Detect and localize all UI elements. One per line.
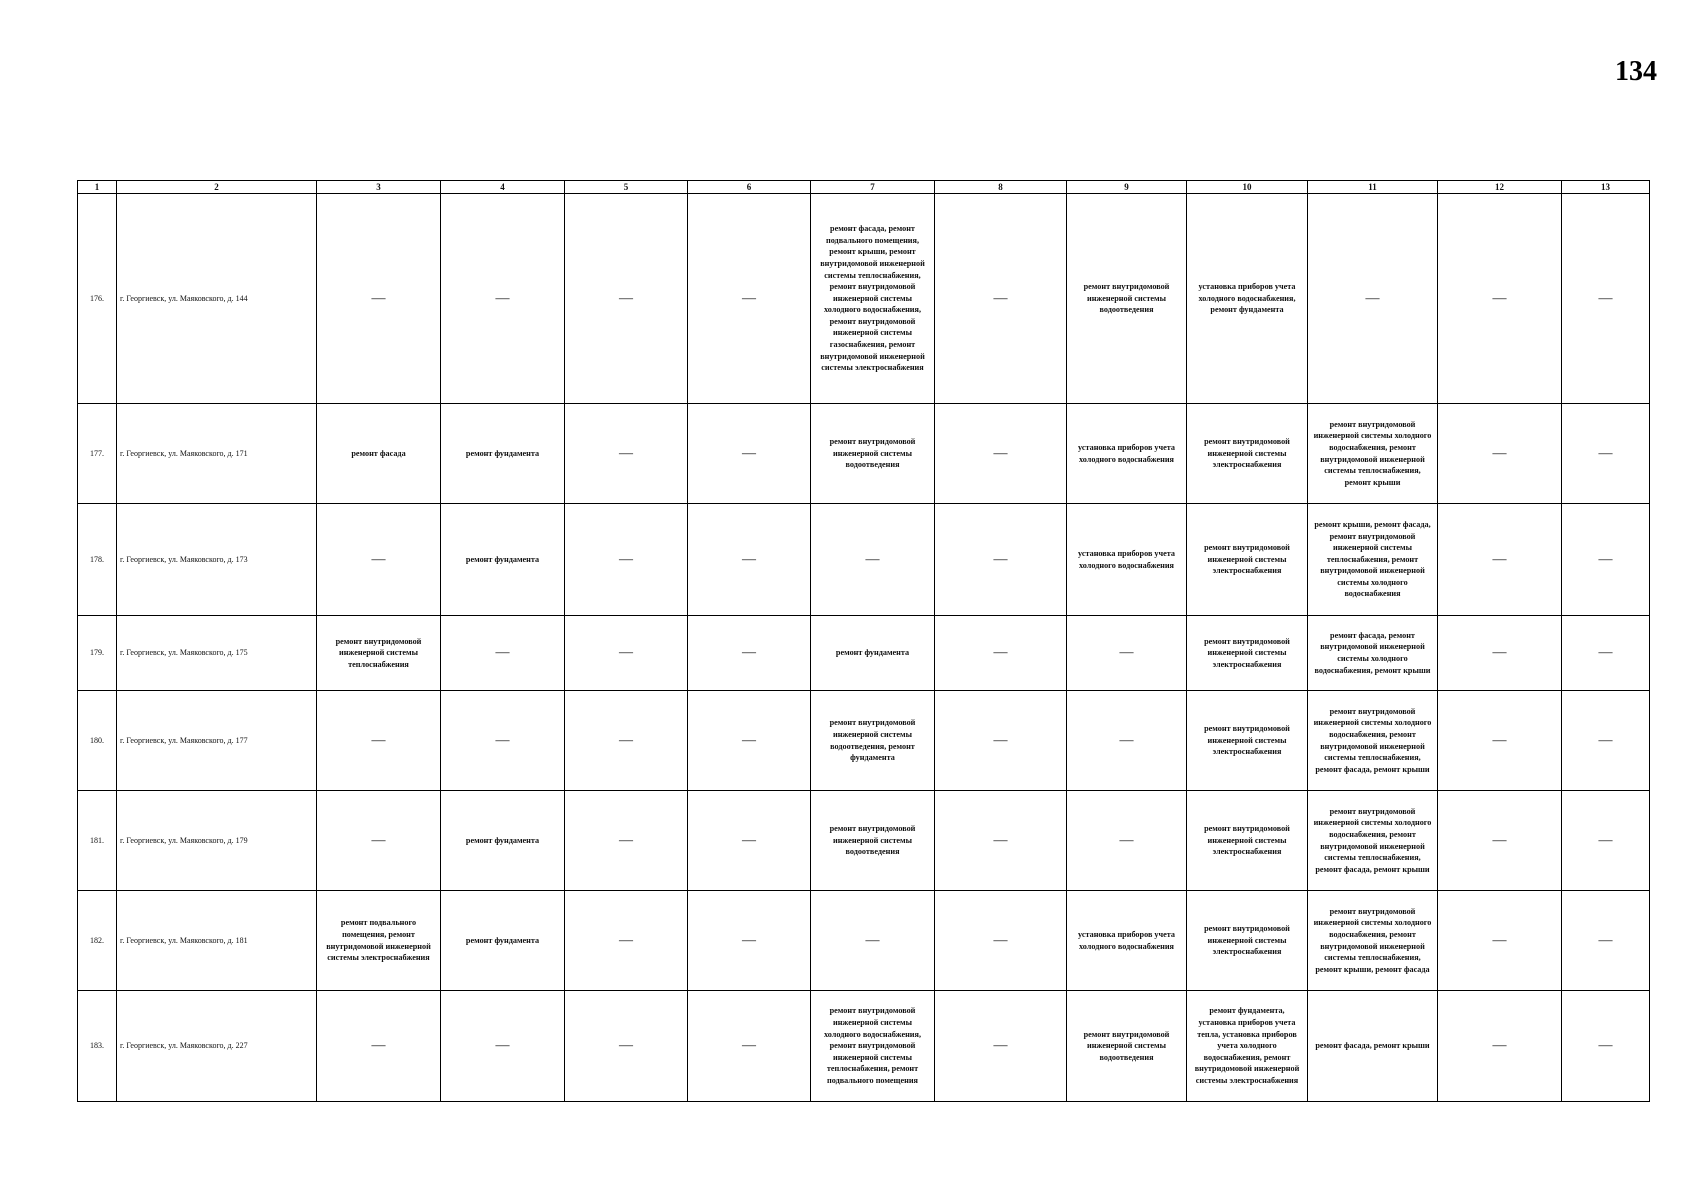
row-number: 183. <box>78 991 117 1102</box>
table-row <box>78 194 1650 404</box>
address-cell: г. Георгиевск, ул. Маяковского, д. 171 <box>117 404 317 504</box>
table-row <box>78 504 1650 616</box>
address-cell: г. Георгиевск, ул. Маяковского, д. 144 <box>117 194 317 404</box>
works-table-container <box>77 180 1649 1102</box>
empty-dash-cell: — <box>811 504 935 616</box>
empty-dash-cell: — <box>441 194 565 404</box>
work-type-cell: ремонт внутридомовой инженерной системы холодного водоснабжения, ремонт внутридомовой инженерной системы теплоснабжения, ремонт фасада, ремонт крыши <box>1308 691 1438 791</box>
row-number: 181. <box>78 791 117 891</box>
empty-dash-cell: — <box>565 691 688 791</box>
empty-dash-cell: — <box>935 891 1067 991</box>
table-row <box>78 991 1650 1102</box>
row-number: 179. <box>78 616 117 691</box>
work-type-cell: ремонт внутридомовой инженерной системы водоотведения <box>1067 194 1187 404</box>
address-cell: г. Георгиевск, ул. Маяковского, д. 177 <box>117 691 317 791</box>
empty-dash-cell: — <box>441 616 565 691</box>
empty-dash-cell: — <box>1438 891 1562 991</box>
empty-dash-cell: — <box>565 616 688 691</box>
empty-dash-cell: — <box>688 891 811 991</box>
work-type-cell: установка приборов учета холодного водоснабжения <box>1067 891 1187 991</box>
empty-dash-cell: — <box>317 691 441 791</box>
work-type-cell: ремонт внутридомовой инженерной системы холодного водоснабжения, ремонт внутридомовой инженерной системы теплоснабжения, ремонт крыши <box>1308 404 1438 504</box>
column-header-10: 10 <box>1187 181 1308 194</box>
work-type-cell: ремонт фундамента <box>811 616 935 691</box>
address-cell: г. Георгиевск, ул. Маяковского, д. 175 <box>117 616 317 691</box>
work-type-cell: ремонт крыши, ремонт фасада, ремонт внутридомовой инженерной системы теплоснабжения, ремонт внутридомовой инженерной системы холодного водоснабжения <box>1308 504 1438 616</box>
empty-dash-cell: — <box>688 504 811 616</box>
empty-dash-cell: — <box>688 194 811 404</box>
column-header-6: 6 <box>688 181 811 194</box>
empty-dash-cell: — <box>1562 891 1650 991</box>
column-header-8: 8 <box>935 181 1067 194</box>
address-cell: г. Георгиевск, ул. Маяковского, д. 179 <box>117 791 317 891</box>
row-number: 182. <box>78 891 117 991</box>
work-type-cell: ремонт внутридомовой инженерной системы холодного водоснабжения, ремонт внутридомовой инженерной системы теплоснабжения, ремонт крыши, ремонт фасада <box>1308 891 1438 991</box>
work-type-cell: ремонт подвального помещения, ремонт внутридомовой инженерной системы электроснабжения <box>317 891 441 991</box>
column-header-4: 4 <box>441 181 565 194</box>
empty-dash-cell: — <box>1438 504 1562 616</box>
table-body <box>78 194 1650 1102</box>
empty-dash-cell: — <box>317 991 441 1102</box>
column-header-12: 12 <box>1438 181 1562 194</box>
work-type-cell: ремонт фундамента, установка приборов учета тепла, установка приборов учета холодного водоснабжения, ремонт внутридомовой инженерной системы электроснабжения <box>1187 991 1308 1102</box>
work-type-cell: ремонт фундамента <box>441 891 565 991</box>
table-row <box>78 691 1650 791</box>
empty-dash-cell: — <box>565 504 688 616</box>
empty-dash-cell: — <box>1562 991 1650 1102</box>
row-number: 177. <box>78 404 117 504</box>
work-type-cell: установка приборов учета холодного водоснабжения <box>1067 404 1187 504</box>
empty-dash-cell: — <box>1562 404 1650 504</box>
empty-dash-cell: — <box>565 991 688 1102</box>
empty-dash-cell: — <box>935 691 1067 791</box>
empty-dash-cell: — <box>441 691 565 791</box>
empty-dash-cell: — <box>1438 791 1562 891</box>
work-type-cell: ремонт внутридомовой инженерной системы холодного водоснабжения, ремонт внутридомовой инженерной системы теплоснабжения, ремонт фасада, ремонт крыши <box>1308 791 1438 891</box>
empty-dash-cell: — <box>935 791 1067 891</box>
empty-dash-cell: — <box>317 194 441 404</box>
empty-dash-cell: — <box>1438 691 1562 791</box>
empty-dash-cell: — <box>441 991 565 1102</box>
column-header-1: 1 <box>78 181 117 194</box>
work-type-cell: ремонт фасада <box>317 404 441 504</box>
work-type-cell: ремонт внутридомовой инженерной системы водоотведения <box>811 791 935 891</box>
empty-dash-cell: — <box>811 891 935 991</box>
row-number: 178. <box>78 504 117 616</box>
empty-dash-cell: — <box>1067 791 1187 891</box>
empty-dash-cell: — <box>935 504 1067 616</box>
work-type-cell: установка приборов учета холодного водоснабжения <box>1067 504 1187 616</box>
work-type-cell: ремонт фасада, ремонт внутридомовой инженерной системы холодного водоснабжения, ремонт крыши <box>1308 616 1438 691</box>
work-type-cell: ремонт внутридомовой инженерной системы электроснабжения <box>1187 691 1308 791</box>
table-row <box>78 791 1650 891</box>
work-type-cell: ремонт внутридомовой инженерной системы электроснабжения <box>1187 616 1308 691</box>
row-number: 176. <box>78 194 117 404</box>
work-type-cell: ремонт фундамента <box>441 504 565 616</box>
work-type-cell: установка приборов учета холодного водоснабжения, ремонт фундамента <box>1187 194 1308 404</box>
empty-dash-cell: — <box>1067 691 1187 791</box>
empty-dash-cell: — <box>1308 194 1438 404</box>
column-header-9: 9 <box>1067 181 1187 194</box>
empty-dash-cell: — <box>935 194 1067 404</box>
table-row <box>78 616 1650 691</box>
work-type-cell: ремонт внутридомовой инженерной системы теплоснабжения <box>317 616 441 691</box>
empty-dash-cell: — <box>935 616 1067 691</box>
empty-dash-cell: — <box>688 991 811 1102</box>
work-type-cell: ремонт внутридомовой инженерной системы электроснабжения <box>1187 504 1308 616</box>
empty-dash-cell: — <box>317 504 441 616</box>
empty-dash-cell: — <box>688 616 811 691</box>
table-row <box>78 891 1650 991</box>
empty-dash-cell: — <box>1067 616 1187 691</box>
address-cell: г. Георгиевск, ул. Маяковского, д. 181 <box>117 891 317 991</box>
column-header-7: 7 <box>811 181 935 194</box>
empty-dash-cell: — <box>688 404 811 504</box>
empty-dash-cell: — <box>688 791 811 891</box>
column-header-3: 3 <box>317 181 441 194</box>
empty-dash-cell: — <box>317 791 441 891</box>
empty-dash-cell: — <box>565 791 688 891</box>
work-type-cell: ремонт внутридомовой инженерной системы электроснабжения <box>1187 404 1308 504</box>
column-header-11: 11 <box>1308 181 1438 194</box>
address-cell: г. Георгиевск, ул. Маяковского, д. 227 <box>117 991 317 1102</box>
column-header-13: 13 <box>1562 181 1650 194</box>
empty-dash-cell: — <box>688 691 811 791</box>
work-type-cell: ремонт внутридомовой инженерной системы холодного водоснабжения, ремонт внутридомовой инженерной системы теплоснабжения, ремонт подвального помещения <box>811 991 935 1102</box>
page-number: 134 <box>1615 56 1657 87</box>
empty-dash-cell: — <box>565 404 688 504</box>
empty-dash-cell: — <box>1562 691 1650 791</box>
works-table <box>77 180 1650 1102</box>
work-type-cell: ремонт внутридомовой инженерной системы электроснабжения <box>1187 891 1308 991</box>
work-type-cell: ремонт внутридомовой инженерной системы водоотведения <box>1067 991 1187 1102</box>
work-type-cell: ремонт внутридомовой инженерной системы водоотведения, ремонт фундамента <box>811 691 935 791</box>
empty-dash-cell: — <box>565 194 688 404</box>
empty-dash-cell: — <box>1438 404 1562 504</box>
column-header-2: 2 <box>117 181 317 194</box>
table-row <box>78 404 1650 504</box>
work-type-cell: ремонт фасада, ремонт подвального помещения, ремонт крыши, ремонт внутридомовой инженерной системы теплоснабжения, ремонт внутридомовой инженерной системы холодного водоснабжения, ремонт внутридомовой инженерной системы газоснабжения, ремонт внутридомовой инженерной системы электроснабжения <box>811 194 935 404</box>
empty-dash-cell: — <box>1562 194 1650 404</box>
empty-dash-cell: — <box>1438 616 1562 691</box>
empty-dash-cell: — <box>935 404 1067 504</box>
work-type-cell: ремонт внутридомовой инженерной системы электроснабжения <box>1187 791 1308 891</box>
empty-dash-cell: — <box>935 991 1067 1102</box>
row-number: 180. <box>78 691 117 791</box>
empty-dash-cell: — <box>1562 791 1650 891</box>
address-cell: г. Георгиевск, ул. Маяковского, д. 173 <box>117 504 317 616</box>
empty-dash-cell: — <box>1562 616 1650 691</box>
work-type-cell: ремонт фундамента <box>441 404 565 504</box>
column-header-5: 5 <box>565 181 688 194</box>
work-type-cell: ремонт внутридомовой инженерной системы водоотведения <box>811 404 935 504</box>
work-type-cell: ремонт фасада, ремонт крыши <box>1308 991 1438 1102</box>
empty-dash-cell: — <box>1438 194 1562 404</box>
empty-dash-cell: — <box>1562 504 1650 616</box>
work-type-cell: ремонт фундамента <box>441 791 565 891</box>
column-number-row <box>78 181 1650 194</box>
empty-dash-cell: — <box>1438 991 1562 1102</box>
empty-dash-cell: — <box>565 891 688 991</box>
